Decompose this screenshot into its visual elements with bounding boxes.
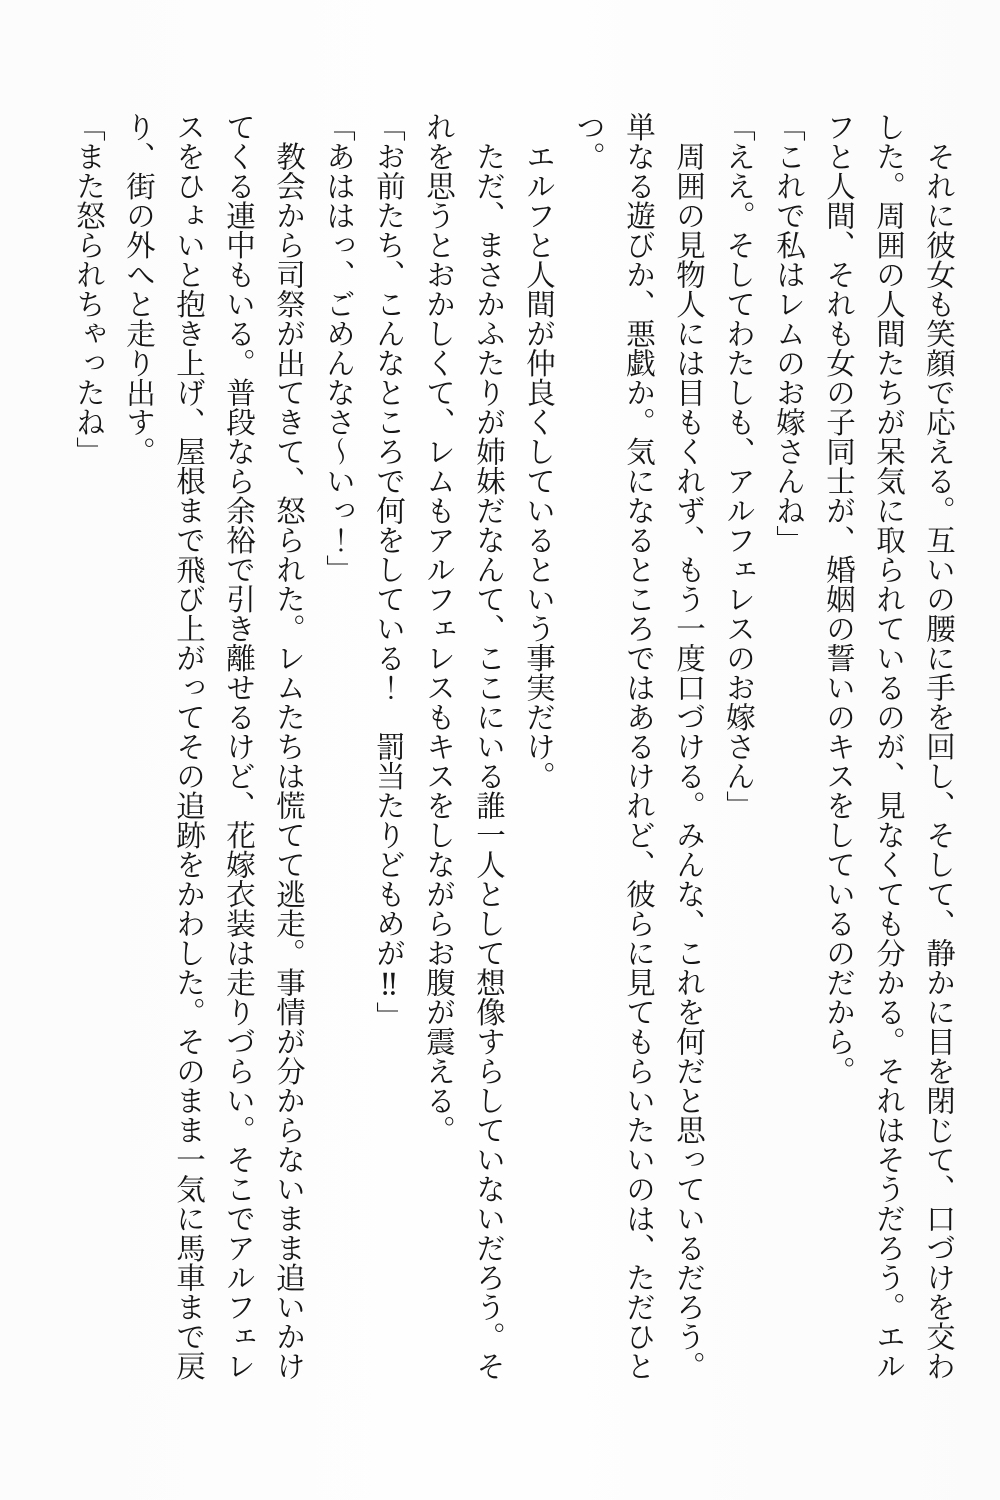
paragraph: 「お前たち、こんなところで何をしている！ 罰当たりどもめが‼」 [372,112,406,1031]
paragraph: 「ええ。そしてわたしも、アルフェレスのお嫁さん」 [722,112,756,820]
paragraph: ただ、まさかふたりが姉妹だなんて、ここにいる誰一人として想像すらしていないだろう。それを思うとおかしくて、レムもアルフェレスもキスをしながらお腹が震える。 [422,112,506,1381]
novel-text-block [64,112,964,1385]
paragraph: 「また怒られちゃったね」 [72,112,106,466]
paragraph: 周囲の見物人には目もくれず、もう一度口づける。みんな、これを何だと思っているだろう。単なる遊びか、悪戯か。気になるところではあるけれど、彼らに見てもらいたいのは、ただひとつ。 [572,112,706,1381]
paragraph: 教会から司祭が出てきて、怒られた。レムたちは慌てて逃走。事情が分からないまま追いかけてくる連中もいる。普段なら余裕で引き離せるけど、花嫁衣装は走りづらい。そこでアルフェレスをひょいと抱き上げ、屋根まで飛び上がってその追跡をかわした。そのまま一気に馬車まで戻り、街の外へと走り出す。 [122,112,306,1381]
paragraph: 「これで私はレムのお嫁さんね」 [772,112,806,555]
paragraph: それに彼女も笑顔で応える。互いの腰に手を回し、そして、静かに目を閉じて、口づけを交わした。周囲の人間たちが呆気に取られているのが、見なくても分かる。それはそうだろう。エルフと人間、それも女の子同士が、婚姻の誓いのキスをしているのだから。 [822,112,956,1381]
paragraph: エルフと人間が仲良くしているという事実だけ。 [522,112,556,791]
paragraph: 「あははっ、ごめんなさ～いっ！」 [322,112,356,584]
